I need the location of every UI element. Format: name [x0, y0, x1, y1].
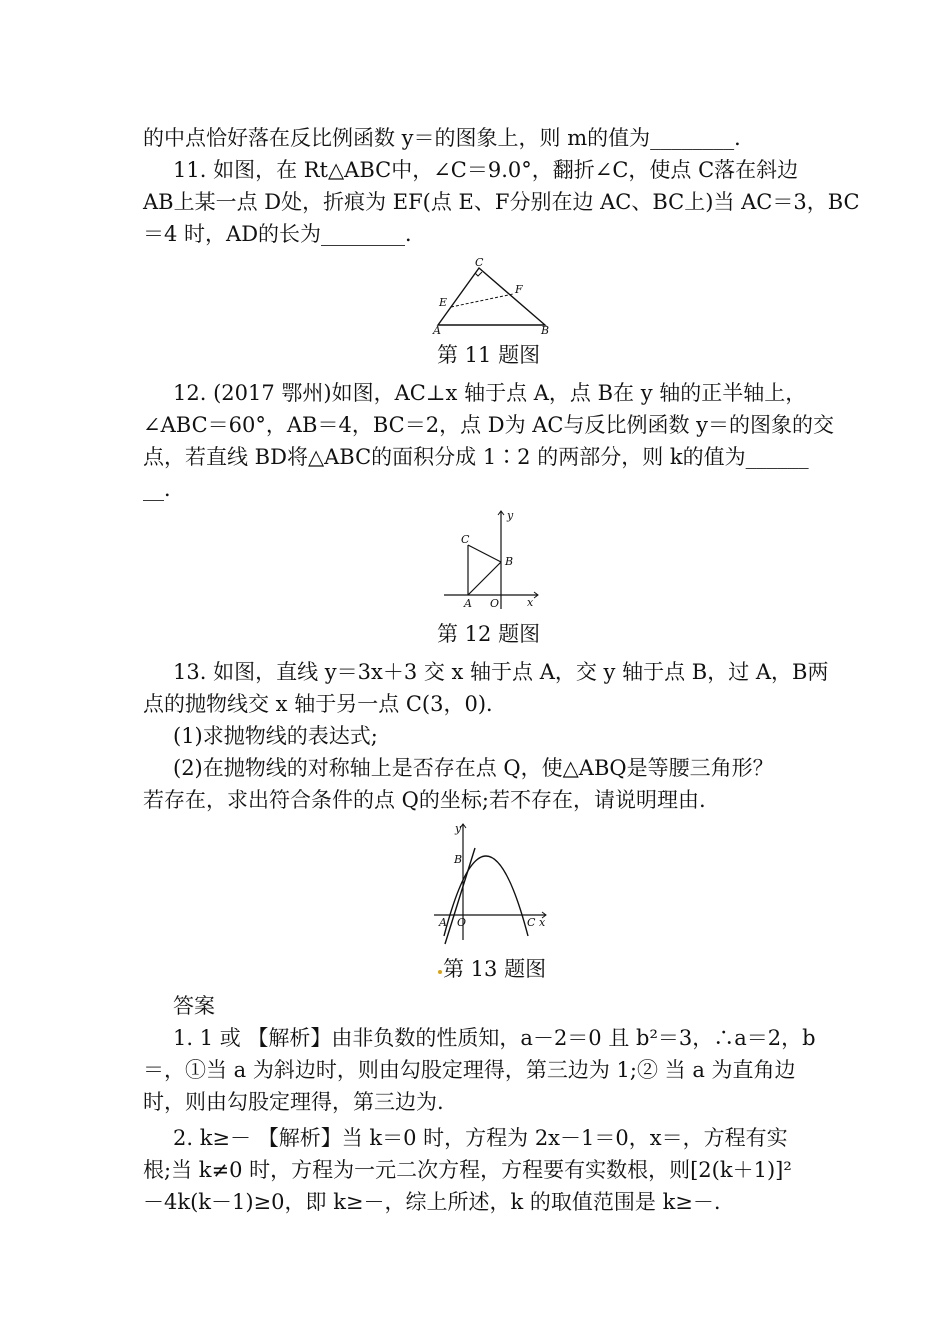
fig11-label-e: E — [439, 296, 448, 309]
fig12-label-c: C — [461, 533, 470, 546]
fig13-label-a: A — [439, 916, 447, 929]
fig12-label-a: A — [464, 597, 472, 610]
text-line-q11-3: ＝4 时，AD的长为________． — [143, 222, 427, 246]
fig13-label-o: O — [457, 916, 467, 929]
text-line-q13-1: 13. 如图，直线 y＝3x＋3 交 x 轴于点 A，交 y 轴于点 B，过 A，B两 — [173, 660, 829, 684]
answer-1-line-3: 时，则由勾股定理得，第三边为. — [143, 1090, 444, 1114]
figure-12-coordinate-triangle — [440, 505, 550, 613]
text-line-q13-part1: (1)求抛物线的表达式; — [173, 724, 378, 748]
figure-12-caption: 第 12 题图 — [437, 622, 541, 646]
text-line-q12-4: __． — [143, 477, 185, 501]
marker-dot — [438, 970, 442, 974]
fig13-label-b: B — [454, 853, 463, 866]
text-line-q12-1: 12. (2017 鄂州)如图，AC⊥x 轴于点 A，点 B在 y 轴的正半轴上， — [173, 381, 807, 405]
text-line-q12-3: 点，若直线 BD将△ABC的面积分成 1∶2 的两部分，则 k的值为______ — [143, 445, 809, 469]
figure-11-triangle — [428, 255, 558, 337]
fig13-label-x: x — [539, 916, 546, 929]
answer-2-line-3: －4k(k－1)≥0，即 k≥－，综上所述，k 的取值范围是 k≥－. — [143, 1190, 721, 1214]
fig12-label-x: x — [527, 596, 534, 609]
figure-13-parabola — [428, 818, 553, 948]
text-line-q11-2: AB上某一点 D处，折痕为 EF(点 E、F分别在边 AC、BC上)当 AC＝3，BC — [143, 190, 860, 214]
text-line-q13-part2-cont: 若存在，求出符合条件的点 Q的坐标;若不存在，请说明理由. — [143, 788, 706, 812]
fig11-label-b: B — [541, 324, 550, 337]
fig12-label-y: y — [507, 509, 514, 522]
answers-heading: 答案 — [173, 994, 215, 1018]
answer-2-line-2: 根;当 k≠0 时，方程为一元二次方程，方程要有实数根，则[2(k＋1)]² — [143, 1158, 792, 1182]
answer-2-line-1: 2. k≥－ 【解析】当 k＝0 时，方程为 2x－1＝0，x＝，方程有实 — [173, 1126, 788, 1150]
fig13-label-c: C — [527, 916, 536, 929]
answer-1-line-2: ＝，①当 a 为斜边时，则由勾股定理得，第三边为 1;② 当 a 为直角边 — [143, 1058, 796, 1082]
fig11-label-c: C — [475, 256, 484, 269]
fig11-label-a: A — [433, 324, 441, 337]
fig12-label-o: O — [490, 597, 500, 610]
fig12-label-b: B — [505, 555, 514, 568]
answer-1-line-1: 1. 1 或 【解析】由非负数的性质知，a－2＝0 且 b²＝3，∴a＝2，b — [173, 1026, 816, 1050]
fig11-label-f: F — [515, 283, 523, 296]
text-line-q10-end: 的中点恰好落在反比例函数 y＝的图象上，则 m的值为________． — [143, 126, 756, 150]
text-line-q13-2: 点的抛物线交 x 轴于另一点 C(3，0)． — [143, 692, 508, 716]
fig13-label-y: y — [455, 822, 462, 835]
text-line-q11-1: 11. 如图，在 Rt△ABC中，∠C＝9.0°，翻折∠C，使点 C落在斜边 — [173, 158, 799, 182]
figure-11-caption: 第 11 题图 — [437, 343, 541, 367]
text-line-q12-2: ∠ABC＝60°，AB＝4，BC＝2，点 D为 AC与反比例函数 y＝的图象的交 — [143, 413, 835, 437]
figure-13-caption: 第 13 题图 — [443, 957, 547, 981]
text-line-q13-part2: (2)在抛物线的对称轴上是否存在点 Q，使△ABQ是等腰三角形？ — [173, 756, 774, 780]
